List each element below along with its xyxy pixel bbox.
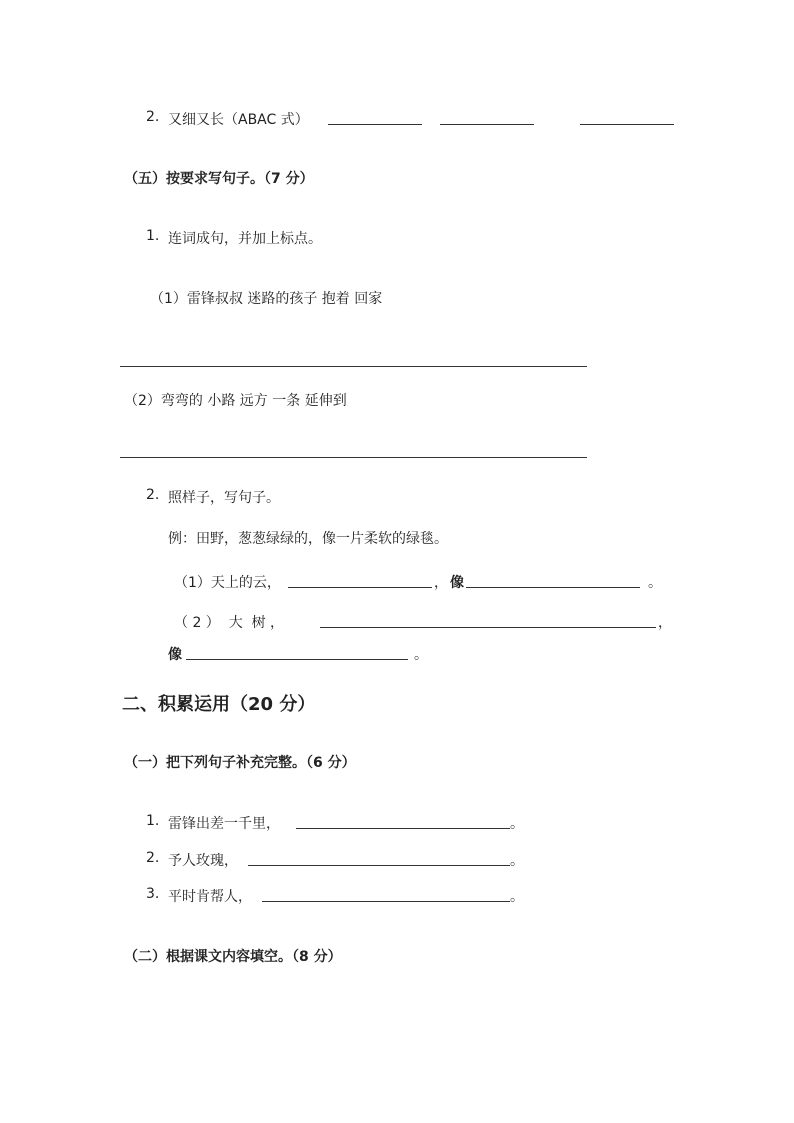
sentence-words: （1）雷锋叔叔 迷路的孩子 抱着 回家 (150, 291, 383, 307)
punctuation: 。 (510, 816, 524, 832)
like-word: 像 (168, 647, 182, 663)
section-title: （五）按要求写句子。（7 分） (124, 171, 314, 187)
punctuation: 。 (510, 889, 524, 905)
part-title: 二、积累运用（20 分） (122, 694, 316, 715)
item-number: 1. (146, 813, 160, 829)
answer-blank[interactable] (466, 587, 640, 588)
item-number: 2. (146, 850, 160, 866)
question-text: 雷锋出差一千里， (168, 816, 280, 832)
answer-blank[interactable] (248, 865, 510, 866)
answer-blank[interactable] (580, 124, 674, 125)
answer-line[interactable] (120, 366, 587, 367)
example-sentence: 例：田野，葱葱绿绿的，像一片柔软的绿毯。 (168, 531, 448, 547)
answer-blank[interactable] (320, 627, 656, 628)
punctuation: 。 (414, 647, 428, 663)
answer-blank[interactable] (296, 828, 510, 829)
punctuation: ， (658, 615, 672, 631)
answer-line[interactable] (120, 457, 587, 458)
answer-blank[interactable] (186, 659, 408, 660)
answer-label: （1）天上的云， (174, 575, 281, 591)
question-text: 又细又长（ABAC 式） (168, 112, 309, 128)
item-number: 2. (146, 487, 160, 503)
section-title: （一）把下列句子补充完整。（6 分） (124, 755, 356, 771)
item-number: 3. (146, 886, 160, 902)
punctuation: 。 (510, 853, 524, 869)
question-text: 平时肯帮人， (168, 889, 252, 905)
question-text: 照样子，写句子。 (168, 490, 280, 506)
answer-blank[interactable] (328, 124, 422, 125)
like-word: 像 (450, 575, 464, 591)
punctuation: 。 (648, 575, 662, 591)
question-text: 予人玫瑰， (168, 853, 238, 869)
section-title: （二）根据课文内容填空。（8 分） (124, 949, 342, 965)
sentence-words: （2）弯弯的 小路 远方 一条 延伸到 (124, 393, 347, 409)
item-number: 1. (146, 228, 160, 244)
answer-blank[interactable] (440, 124, 534, 125)
item-number: 2. (146, 109, 160, 125)
punctuation: ， (434, 575, 448, 591)
answer-blank[interactable] (262, 901, 510, 902)
question-text: 连词成句，并加上标点。 (168, 231, 322, 247)
answer-blank[interactable] (288, 587, 432, 588)
answer-label: （ 2 ） 大 树 ， (174, 615, 285, 631)
